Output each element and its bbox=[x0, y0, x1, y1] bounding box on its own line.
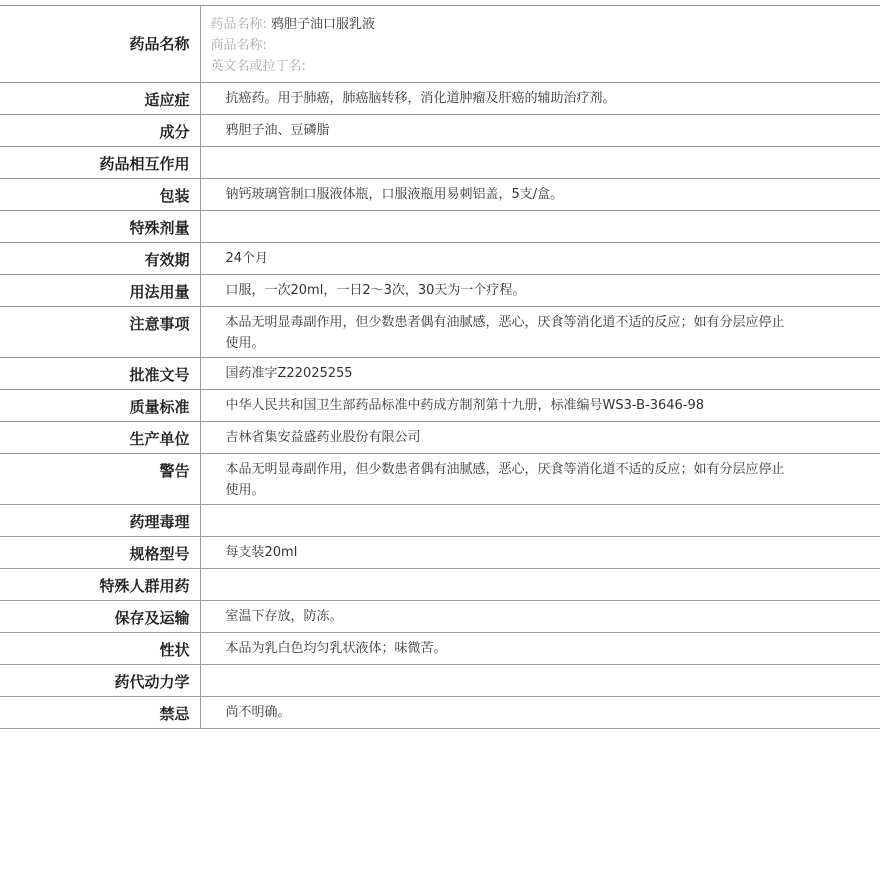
table-row-storage bbox=[0, 601, 880, 633]
table-row-ingredients bbox=[0, 115, 880, 147]
row-label: 注意事项 bbox=[0, 307, 200, 358]
table-row-interactions bbox=[0, 147, 880, 179]
english-name-line bbox=[211, 56, 880, 77]
row-value bbox=[200, 569, 880, 601]
trade-name-label: 商品名称: bbox=[210, 38, 267, 53]
row-label: 性状 bbox=[0, 633, 200, 665]
drug-info-sheet bbox=[0, 5, 880, 729]
row-value: 中华人民共和国卫生部药品标准中药成方制剂第十九册，标准编号WS3-B-3646-98 bbox=[225, 398, 705, 413]
row-value: 国药准字Z22025255 bbox=[225, 366, 353, 381]
table-row-quality-standard bbox=[0, 390, 880, 422]
table-row-contraindications bbox=[0, 697, 880, 729]
row-label: 包装 bbox=[0, 179, 200, 211]
drug-name-label: 药品名称: bbox=[210, 17, 267, 32]
row-label: 有效期 bbox=[0, 243, 200, 275]
table-row-name bbox=[0, 6, 880, 83]
row-value: 每支装20ml bbox=[225, 545, 298, 560]
row-value bbox=[200, 147, 880, 179]
row-value: 鸦胆子油、豆磷脂 bbox=[225, 123, 330, 138]
table-row-packaging bbox=[0, 179, 880, 211]
row-label: 用法用量 bbox=[0, 275, 200, 307]
row-value: 口服，一次20ml，一日2～3次，30天为一个疗程。 bbox=[225, 283, 526, 298]
row-value bbox=[200, 665, 880, 697]
name-values bbox=[200, 6, 880, 83]
row-value bbox=[200, 211, 880, 243]
row-label: 药品相互作用 bbox=[0, 147, 200, 179]
table-row-appearance bbox=[0, 633, 880, 665]
table-row-specification bbox=[0, 537, 880, 569]
row-label: 特殊剂量 bbox=[0, 211, 200, 243]
table-row-shelf-life bbox=[0, 243, 880, 275]
row-label: 特殊人群用药 bbox=[0, 569, 200, 601]
row-label: 批准文号 bbox=[0, 358, 200, 390]
row-label: 生产单位 bbox=[0, 422, 200, 454]
row-label: 药品名称 bbox=[0, 6, 200, 83]
row-value: 本品无明显毒副作用，但少数患者偶有油腻感，恶心，厌食等消化道不适的反应；如有分层应停止使用。 bbox=[225, 462, 785, 498]
drug-info-table bbox=[0, 5, 880, 729]
table-row-special-dosage bbox=[0, 211, 880, 243]
row-value bbox=[200, 505, 880, 537]
row-label: 成分 bbox=[0, 115, 200, 147]
row-value: 24个月 bbox=[225, 251, 269, 266]
row-label: 警告 bbox=[0, 454, 200, 505]
row-label: 保存及运输 bbox=[0, 601, 200, 633]
table-row-precautions bbox=[0, 307, 880, 358]
table-row-approval-number bbox=[0, 358, 880, 390]
table-row-manufacturer bbox=[0, 422, 880, 454]
row-value: 本品为乳白色均匀乳状液体；味微苦。 bbox=[225, 641, 447, 656]
row-value: 室温下存放，防冻。 bbox=[225, 609, 343, 624]
row-label: 药代动力学 bbox=[0, 665, 200, 697]
row-label: 规格型号 bbox=[0, 537, 200, 569]
row-label: 质量标准 bbox=[0, 390, 200, 422]
row-value: 吉林省集安益盛药业股份有限公司 bbox=[225, 430, 421, 445]
table-row-warning bbox=[0, 454, 880, 505]
table-row-pharmacokinetics bbox=[0, 665, 880, 697]
trade-name-line bbox=[211, 35, 880, 56]
row-value: 尚不明确。 bbox=[225, 705, 291, 720]
row-label: 禁忌 bbox=[0, 697, 200, 729]
row-label: 药理毒理 bbox=[0, 505, 200, 537]
row-value: 钠钙玻璃管制口服液体瓶，口服液瓶用易刺铝盖，5支/盒。 bbox=[225, 187, 564, 202]
table-row-pharmacology bbox=[0, 505, 880, 537]
english-name-label: 英文名或拉丁名: bbox=[210, 59, 306, 74]
drug-name-line bbox=[211, 14, 880, 35]
table-row-dosage bbox=[0, 275, 880, 307]
row-label: 适应症 bbox=[0, 83, 200, 115]
row-value: 抗癌药。用于肺癌，肺癌脑转移，消化道肿瘤及肝癌的辅助治疗剂。 bbox=[225, 91, 616, 106]
table-row-special-populations bbox=[0, 569, 880, 601]
drug-name-value: 鸦胆子油口服乳液 bbox=[271, 17, 376, 32]
table-row-indications bbox=[0, 83, 880, 115]
row-value: 本品无明显毒副作用，但少数患者偶有油腻感，恶心，厌食等消化道不适的反应；如有分层应停止使用。 bbox=[225, 315, 785, 351]
